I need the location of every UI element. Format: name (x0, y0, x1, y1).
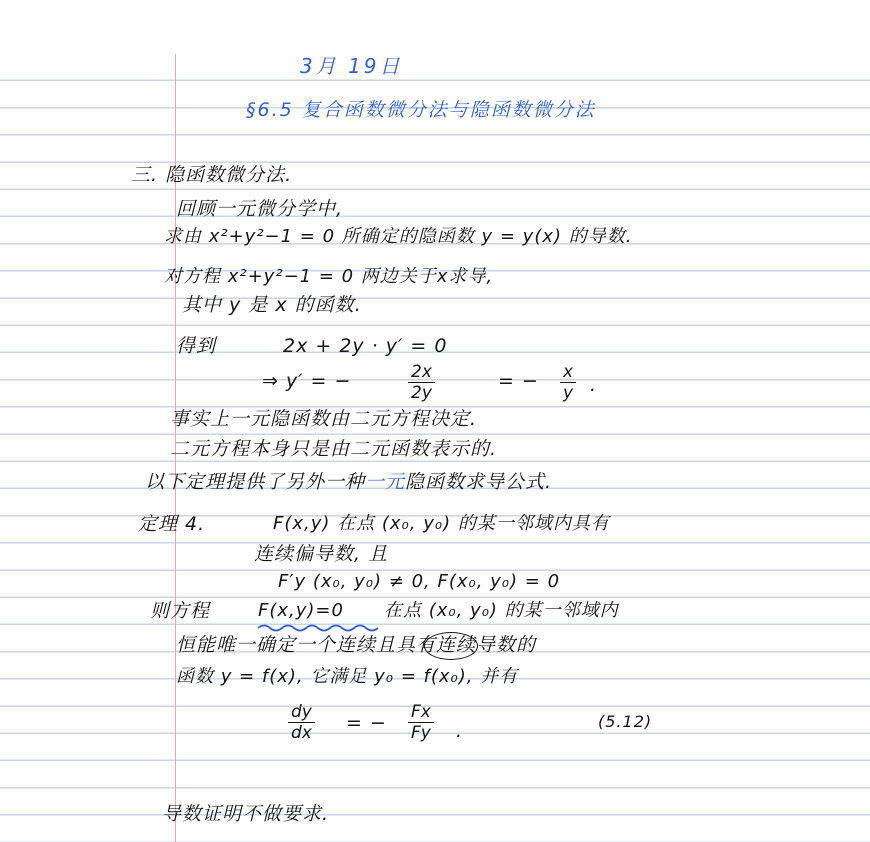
theorem-line-3: F′y (x₀, y₀) ≠ 0, F(x₀, y₀) = 0 (278, 571, 561, 592)
theorem-line-5: 恒能唯一确定一个连续且具有连续导数的 (176, 634, 537, 656)
fraction-denominator: 2y (411, 383, 432, 403)
wavy-underline (256, 622, 380, 632)
note-line-9-highlight: 一元 (365, 471, 406, 493)
fraction-fx: Fx (408, 702, 434, 723)
section-title: §6.5 复合函数微分法与隐函数微分法 (246, 99, 596, 121)
note-line-4: 其中 y 是 x 的函数. (182, 294, 362, 316)
note-line-9-start: 以下定理提供了另外一种 (145, 471, 366, 493)
fraction-numerator: 2x (408, 362, 435, 383)
derivative-arrow: ⇒ y′ = − (262, 370, 352, 392)
fraction-dy: dy (288, 702, 315, 723)
fraction-fx-fy (408, 702, 434, 743)
page-header-blank (0, 0, 870, 54)
note-line-3: 对方程 x²+y²−1 = 0 两边关于x求导, (164, 266, 494, 287)
note-line-5-label: 得到 (176, 335, 217, 357)
subsection-heading: 三. 隐函数微分法. (131, 164, 293, 186)
derivative-period: . (590, 374, 598, 396)
fraction-2x-over-2y (408, 362, 435, 403)
fraction-dy-dx (288, 702, 315, 743)
fraction-x-over-y (560, 362, 576, 403)
equation-number: (5.12) (598, 712, 653, 731)
formula-equals: = − (346, 712, 387, 734)
derivative-equals: = − (498, 370, 539, 392)
fraction-numerator-2: x (560, 362, 576, 383)
theorem-line-4-end: 在点 (x₀, y₀) 的某一邻域内 (384, 600, 619, 621)
theorem-line-4-equation: F(x,y)=0 (258, 600, 344, 621)
note-line-5-equation: 2x + 2y · y′ = 0 (283, 335, 448, 357)
theorem-line-1: F(x,y) 在点 (x₀, y₀) 的某一邻域内具有 (273, 513, 610, 534)
circle-annotation (424, 632, 478, 660)
note-line-9-end: 隐函数求导公式. (405, 471, 553, 493)
theorem-line-4-start: 则方程 (150, 600, 211, 622)
theorem-line-6: 函数 y = f(x), 它满足 y₀ = f(x₀), 并有 (176, 666, 519, 687)
note-line-8: 二元方程本身只是由二元函数表示的. (170, 438, 498, 460)
formula-period: . (456, 720, 464, 742)
note-line-1: 回顾一元微分学中, (176, 198, 344, 220)
date-heading: 3月 19日 (300, 54, 403, 78)
fraction-dx: dx (291, 723, 312, 743)
note-line-9 (145, 473, 552, 492)
note-line-7: 事实上一元隐函数由二元方程决定. (170, 408, 478, 430)
theorem-label: 定理 4. (138, 513, 206, 535)
footer-note: 导数证明不做要求. (162, 803, 330, 825)
fraction-denominator-2: y (563, 383, 574, 403)
fraction-fy: Fy (411, 723, 431, 743)
theorem-line-2: 连续偏导数, 且 (254, 543, 389, 565)
note-line-2: 求由 x²+y²−1 = 0 所确定的隐函数 y = y(x) 的导数. (164, 226, 633, 247)
